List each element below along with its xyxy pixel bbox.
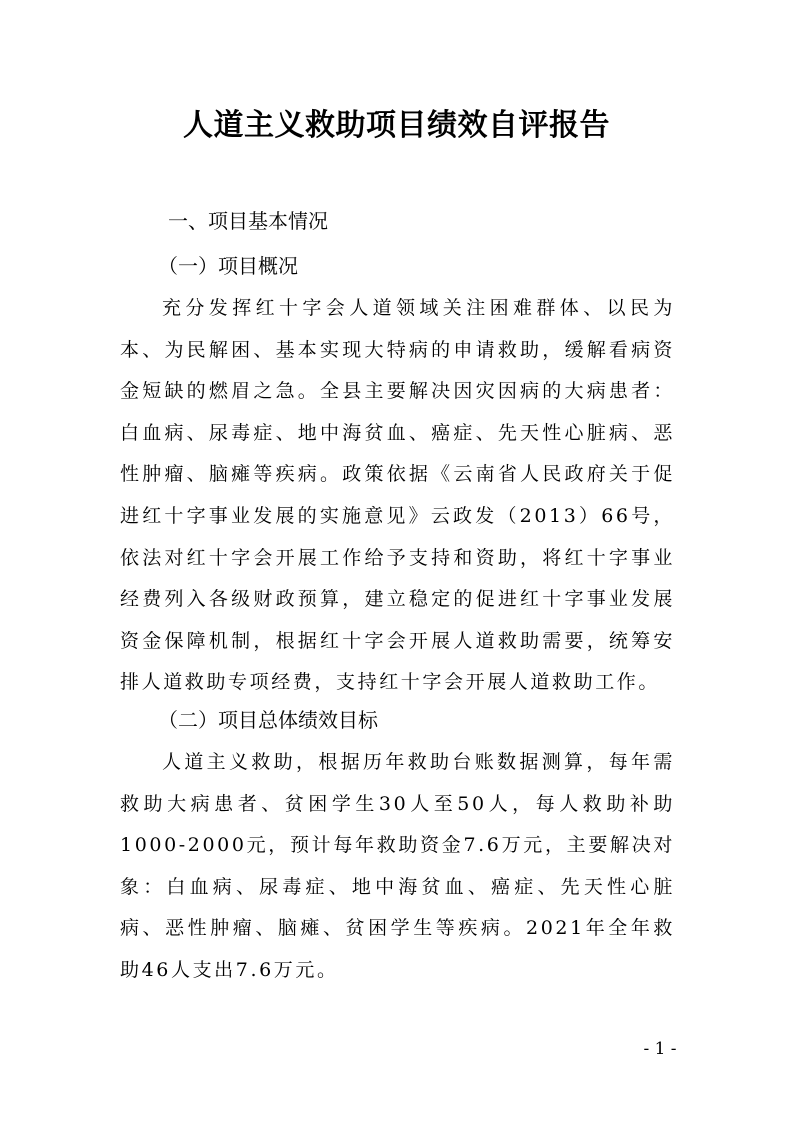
- page-number: - 1 -: [643, 1039, 677, 1059]
- subsection-heading-performance-goals: （二）项目总体绩效目标: [158, 708, 378, 732]
- section-heading-basic-info: 一、项目基本情况: [168, 209, 328, 233]
- document-title: 人道主义救助项目绩效自评报告: [183, 108, 610, 143]
- overview-paragraph: 充分发挥红十字会人道领域关注困难群体、以民为本、为民解困、基本实现大特病的申请救助，缓解看病资金短缺的燃眉之急。全县主要解决因灾因病的大病患者：白血病、尿毒症、地中海贫血、癌症、先天性心脏病、恶性肿瘤、脑瘫等疾病。政策依据《云南省人民政府关于促进红十字事业发展的实施意见》云政发（2013）66号，依法对红十字会开展工作给予支持和资助，将红十字事业经费列入各级财政预算，建立稳定的促进红十字事业发展资金保障机制，根据红十字会开展人道救助需要，统筹安排人道救助专项经费，支持红十字会开展人道救助工作。: [120, 297, 675, 694]
- performance-goals-paragraph: 人道主义救助，根据历年救助台账数据测算，每年需救助大病患者、贫困学生30人至50人，每人救助补助1000-2000元，预计每年救助资金7.6万元，主要解决对象：白血病、尿毒症、地中海贫血、癌症、先天性心脏病、恶性肿瘤、脑瘫、贫困学生等疾病。2021年全年救助46人支出7.6万元。: [120, 751, 675, 981]
- subsection-heading-overview: （一）项目概况: [158, 254, 298, 278]
